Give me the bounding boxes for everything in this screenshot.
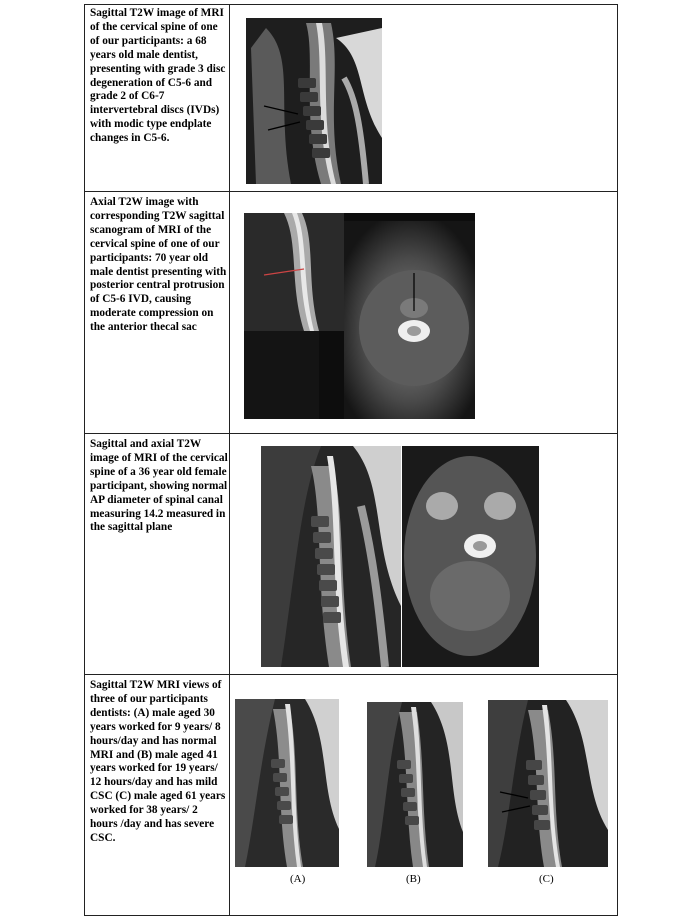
figure-table xyxy=(84,4,618,916)
mri-axial-normal-image xyxy=(402,446,539,667)
mri-sagittal-image xyxy=(246,18,382,184)
caption-row-2: Axial T2W image with corresponding T2W sagittal scanogram of MRI of the cervical spine of one of our participants: 70 year old male dentist presenting with posterior central protrusion of C5-6 IVD, causing moderate compression on the anterior thecal sac xyxy=(90,196,227,334)
mri-sagittal-normal-image xyxy=(261,446,401,667)
mri-sagittal-image-c xyxy=(488,700,608,867)
column-divider xyxy=(229,5,230,915)
caption-row-3: Sagittal and axial T2W image of MRI of the cervical spine of a 36 year old female participant, showing normal AP diameter of spinal canal measuring 14.2 measured in the sagittal plane xyxy=(90,438,228,534)
mri-sagittal-image-b xyxy=(367,702,463,867)
label-b: (B) xyxy=(406,873,421,885)
mri-axial-with-scanogram-image xyxy=(244,213,475,419)
row-divider xyxy=(85,191,617,192)
caption-row-1: Sagittal T2W image of MRI of the cervical spine of one of our participants: a 68 years old male dentist, presenting with grade 3 disc degeneration of C5-6 and grade 2 of C6-7 intervertebral discs (IVDs) with modic type endplate changes in C5-6. xyxy=(90,7,226,145)
mri-sagittal-image-a xyxy=(235,699,339,867)
caption-row-4: Sagittal T2W MRI views of three of our participants dentists: (A) male aged 30 years worked for 9 years/ 8 hours/day and has normal MRI and (B) male aged 41 years worked for 19 years/ 12 hours/day and has mild CSC (C) male aged 61 years worked for 38 years/ 2 hours /day and has severe CSC. xyxy=(90,679,226,844)
label-c: (C) xyxy=(539,873,554,885)
row-divider xyxy=(85,433,617,434)
row-divider xyxy=(85,674,617,675)
label-a: (A) xyxy=(290,873,306,885)
